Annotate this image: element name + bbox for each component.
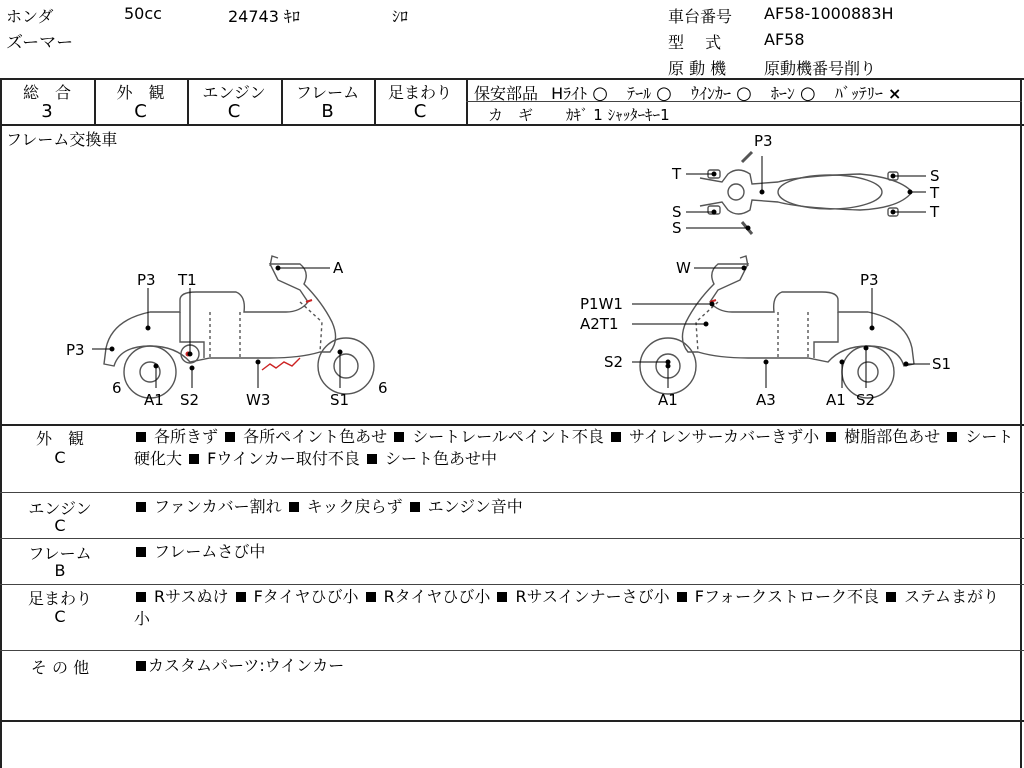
grade-value-overall: 3 [41,101,53,122]
label-right-w: W [676,259,691,277]
label-top-t: T [672,165,682,183]
remark-item: シート硬化大 [134,427,1014,468]
label-top-t: T [930,203,940,221]
scooter-diagrams [0,126,1024,424]
color: ｼﾛ [392,7,409,26]
grade-label-frame: フレーム [295,83,360,102]
safety-mark-tail: ○ [656,83,672,104]
safety-item-horn: ﾎｰﾝ [770,84,795,103]
label-right-a1: A1 [658,391,678,409]
remark-item: 各所ペイント色あせ [243,427,388,446]
label-right-p1w1: P1W1 [580,295,623,313]
remark-item: Rサスインナーさび小 [515,587,670,606]
grade-label-suspension: 足まわり [387,83,452,102]
divider [0,584,1024,585]
engine-no: 原動機番号削り [764,59,877,78]
section-title-suspension: 足まわり [27,589,92,608]
section-items-other [134,655,1014,677]
remark-item: サイレンサーカバーきず小 [629,427,820,446]
remark-item: Rサスぬけ [154,587,229,606]
safety-mark-battery: × [887,84,902,103]
remark-item: Fタイヤひび小 [253,587,359,606]
model-name: ズーマー [6,33,74,53]
engine-label: 原 動 機 [668,59,727,78]
safety-mark-winker: ○ [736,83,752,104]
type-label: 型 式 [668,33,722,52]
remark-item: 各所きず [154,427,219,446]
grade-label-overall: 総 合 [22,83,71,102]
key-label: カ ギ [488,106,534,124]
remark-item: シートレールペイント不良 [412,427,604,446]
label-right-a3: A3 [756,391,776,409]
section-grade-frame: B [54,561,66,580]
grade-value-exterior: C [134,101,147,122]
section-title-engine: エンジン [28,499,92,518]
label-right-s2: S2 [856,391,876,409]
remark-item: Rタイヤひび小 [383,587,491,606]
remark-item: Fウインカー取付不良 [207,449,360,468]
remark-item: キック戻らず [306,497,403,516]
section-items-frame [134,541,1014,563]
label-left-6: 6 [378,379,388,397]
safety-item-tail: ﾃｰﾙ [627,84,652,103]
section-grade-engine: C [54,516,66,535]
maker: ホンダ [6,7,54,26]
divider [0,650,1024,651]
type-value: AF58 [764,30,805,49]
label-right-p3: P3 [860,271,879,289]
section-items-suspension [134,586,1014,630]
section-grade-suspension: C [54,607,66,626]
label-top-s: S [672,203,682,221]
scooter-top-view [700,152,912,234]
remark-item: Fフォークストローク不良 [694,587,879,606]
section-title-exterior: 外 観 [35,429,84,448]
grade-value-engine: C [227,101,241,122]
label-right-s2: S2 [604,353,624,371]
frame-no-label: 車台番号 [668,7,733,26]
label-right-a2t1: A2T1 [580,315,619,333]
label-left-t1: T1 [178,271,197,289]
key-value: ｶｷﾞ 1 ｼｬｯﾀｰｷｰ1 [566,106,670,124]
label-top-t: T [930,184,940,202]
label-left-a1: A1 [144,391,164,409]
section-grade-exterior: C [54,448,66,467]
divider [0,720,1024,722]
label-left-p3: P3 [66,341,85,359]
remark-item: 樹脂部色あせ [844,427,941,446]
safety-mark-headlight: ○ [592,83,608,104]
safety-mark-horn: ○ [800,83,816,104]
grade-value-suspension: C [413,101,427,122]
remark-item: エンジン音中 [427,497,523,516]
right-view-callouts [632,266,930,388]
note-frame-replaced: フレーム交換車 [6,130,118,149]
label-left-s2: S2 [180,391,200,409]
divider [0,492,1024,493]
label-top-p3: P3 [754,132,773,150]
section-items-engine [134,496,1014,518]
label-left-6: 6 [112,379,122,397]
section-items-exterior [134,426,1014,470]
frame-no: AF58-1000883H [764,4,894,23]
label-top-s: S [930,167,940,185]
label-left-w3: W3 [246,391,271,409]
label-left-p3: P3 [137,271,156,289]
remark-item: シート色あせ中 [384,449,497,468]
remark-item: フレームさび中 [154,542,266,561]
grade-label-engine: エンジン [202,83,266,102]
label-top-s: S [672,219,682,237]
top-view-callouts [686,156,926,230]
label-right-a1: A1 [826,391,846,409]
section-title-frame: フレーム [28,544,92,563]
safety-item-battery: ﾊﾞｯﾃﾘｰ [834,84,883,103]
mileage: 24743 ｷﾛ [228,7,300,26]
label-left-a: A [333,259,344,277]
safety-label: 保安部品 [474,84,539,103]
section-title-other: そ の 他 [30,658,90,677]
safety-parts [474,81,901,104]
safety-item-winker: ｳｲﾝｶｰ [690,84,731,103]
remark-item: ファンカバー割れ [154,497,282,516]
safety-item-headlight: Hﾗｲﾄ [551,84,588,103]
label-left-s1: S1 [330,391,350,409]
damage-mark [262,358,300,370]
displacement: 50cc [124,4,162,23]
label-right-s1: S1 [932,355,952,373]
divider [0,538,1024,539]
remark-item: カスタムパーツ:ウインカー [148,656,345,675]
grade-value-frame: B [321,101,334,122]
remark-item: ステムまがり小 [134,587,999,628]
grade-label-exterior: 外 観 [116,83,165,102]
